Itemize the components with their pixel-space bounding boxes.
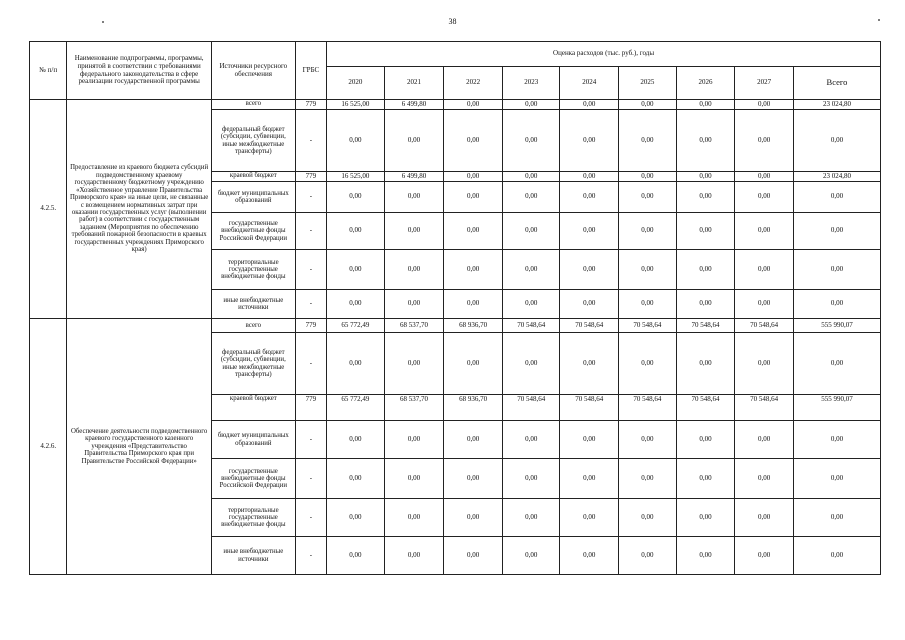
grbs-code: - xyxy=(295,459,326,499)
year-value: 0,00 xyxy=(619,333,677,395)
funding-source: государственные внебюджетные фонды Российской Федерации xyxy=(211,213,295,250)
year-value: 0,00 xyxy=(502,100,560,110)
year-value: 0,00 xyxy=(735,182,794,213)
year-value: 0,00 xyxy=(735,537,794,575)
year-value: 0,00 xyxy=(676,499,735,537)
year-value: 0,00 xyxy=(327,421,385,459)
funding-source: федеральный бюджет (субсидии, субвенции, иные межбюджетные трансферты) xyxy=(211,333,295,395)
year-value: 0,00 xyxy=(560,537,619,575)
year-value: 0,00 xyxy=(502,250,560,290)
year-value: 0,00 xyxy=(735,459,794,499)
year-value: 0,00 xyxy=(735,100,794,110)
row-total: 555 990,07 xyxy=(793,319,880,333)
funding-source: территориальные государственные внебюджетные фонды xyxy=(211,250,295,290)
row-total: 23 024,80 xyxy=(793,172,880,182)
year-value: 0,00 xyxy=(619,537,677,575)
year-value: 70 548,64 xyxy=(676,319,735,333)
grbs-code: - xyxy=(295,333,326,395)
year-value: 0,00 xyxy=(676,537,735,575)
year-value: 0,00 xyxy=(444,333,503,395)
year-value: 0,00 xyxy=(619,172,677,182)
header-grbs: ГРБС xyxy=(295,42,326,100)
year-value: 0,00 xyxy=(560,333,619,395)
year-value: 0,00 xyxy=(619,182,677,213)
year-value: 0,00 xyxy=(444,421,503,459)
year-value: 70 548,64 xyxy=(735,395,794,421)
year-value: 0,00 xyxy=(676,333,735,395)
row-total: 0,00 xyxy=(793,182,880,213)
program-name: Обеспечение деятельности подведомственного краевого государственного казенного учреждения «Представительство Правительства Приморского края при Правительстве Российской Федерации» xyxy=(67,319,212,575)
funding-source: государственные внебюджетные фонды Российской Федерации xyxy=(211,459,295,499)
year-value: 16 525,00 xyxy=(327,100,385,110)
year-value: 0,00 xyxy=(384,290,444,319)
year-value: 0,00 xyxy=(560,421,619,459)
row-total: 0,00 xyxy=(793,333,880,395)
year-value: 68 537,70 xyxy=(384,395,444,421)
year-value: 0,00 xyxy=(560,172,619,182)
year-value: 70 548,64 xyxy=(502,395,560,421)
header-year: 2020 xyxy=(327,67,385,100)
year-value: 0,00 xyxy=(327,499,385,537)
header-index: № п/п xyxy=(30,42,67,100)
year-value: 0,00 xyxy=(444,172,503,182)
header-estimate: Оценка расходов (тыс. руб.), годы xyxy=(327,42,881,67)
year-value: 0,00 xyxy=(384,110,444,172)
row-total: 23 024,80 xyxy=(793,100,880,110)
year-value: 65 772,49 xyxy=(327,319,385,333)
header-year: 2026 xyxy=(676,67,735,100)
year-value: 0,00 xyxy=(619,213,677,250)
year-value: 0,00 xyxy=(444,100,503,110)
row-index: 4.2.6. xyxy=(30,319,67,575)
grbs-code: - xyxy=(295,213,326,250)
year-value: 0,00 xyxy=(619,110,677,172)
year-value: 0,00 xyxy=(619,250,677,290)
year-value: 0,00 xyxy=(502,499,560,537)
year-value: 65 772,49 xyxy=(327,395,385,421)
header-year: 2027 xyxy=(735,67,794,100)
year-value: 0,00 xyxy=(560,499,619,537)
funding-source: бюджет муниципальных образований xyxy=(211,182,295,213)
funding-source: территориальные государственные внебюджетные фонды xyxy=(211,499,295,537)
year-value: 0,00 xyxy=(735,421,794,459)
year-value: 0,00 xyxy=(560,182,619,213)
year-value: 0,00 xyxy=(676,421,735,459)
year-value: 0,00 xyxy=(735,110,794,172)
year-value: 0,00 xyxy=(502,213,560,250)
year-value: 0,00 xyxy=(560,213,619,250)
funding-source: бюджет муниципальных образований xyxy=(211,421,295,459)
funding-source: краевой бюджет xyxy=(211,172,295,182)
header-year: 2023 xyxy=(502,67,560,100)
year-value: 0,00 xyxy=(444,459,503,499)
year-value: 0,00 xyxy=(444,250,503,290)
year-value: 0,00 xyxy=(735,499,794,537)
row-total: 0,00 xyxy=(793,213,880,250)
year-value: 0,00 xyxy=(327,537,385,575)
funding-source: иные внебюджетные источники xyxy=(211,290,295,319)
year-value: 68 537,70 xyxy=(384,319,444,333)
grbs-code: 779 xyxy=(295,172,326,182)
header-year: 2024 xyxy=(560,67,619,100)
expenditure-table xyxy=(29,41,881,575)
year-value: 0,00 xyxy=(676,290,735,319)
year-value: 70 548,64 xyxy=(619,395,677,421)
funding-source: федеральный бюджет (субсидии, субвенции, иные межбюджетные трансферты) xyxy=(211,110,295,172)
year-value: 0,00 xyxy=(676,459,735,499)
grbs-code: - xyxy=(295,499,326,537)
header-year: 2025 xyxy=(619,67,677,100)
grbs-code: 779 xyxy=(295,100,326,110)
scan-speck xyxy=(102,21,104,23)
year-value: 0,00 xyxy=(384,213,444,250)
row-total: 0,00 xyxy=(793,459,880,499)
year-value: 0,00 xyxy=(735,290,794,319)
year-value: 0,00 xyxy=(444,499,503,537)
row-total: 0,00 xyxy=(793,499,880,537)
header-total: Всего xyxy=(793,67,880,100)
header-year: 2021 xyxy=(384,67,444,100)
grbs-code: 779 xyxy=(295,395,326,421)
grbs-code: - xyxy=(295,421,326,459)
grbs-code: - xyxy=(295,290,326,319)
year-value: 0,00 xyxy=(327,182,385,213)
year-value: 0,00 xyxy=(384,499,444,537)
year-value: 0,00 xyxy=(676,213,735,250)
funding-source: всего xyxy=(211,100,295,110)
funding-source: всего xyxy=(211,319,295,333)
year-value: 0,00 xyxy=(502,290,560,319)
year-value: 70 548,64 xyxy=(735,319,794,333)
year-value: 0,00 xyxy=(619,290,677,319)
program-name: Предоставление из краевого бюджета субсидий подведомственному краевому государственному бюджетному учреждению «Хозяйственное управление Правительства Приморского края» на иные цели, не связанные с возмещением нормативных затрат при оказании государственных услуг (выполнении работ) в соответствии с государственным заданием (Мероприятия по обеспечению требований пожарной безопасности в краевых государственных учреждениях Приморского края) xyxy=(67,100,212,319)
header-year: 2022 xyxy=(444,67,503,100)
year-value: 0,00 xyxy=(327,213,385,250)
year-value: 70 548,64 xyxy=(560,319,619,333)
year-value: 0,00 xyxy=(735,333,794,395)
year-value: 0,00 xyxy=(444,537,503,575)
row-total: 555 990,07 xyxy=(793,395,880,421)
year-value: 0,00 xyxy=(502,459,560,499)
row-total: 0,00 xyxy=(793,250,880,290)
year-value: 0,00 xyxy=(619,421,677,459)
row-total: 0,00 xyxy=(793,290,880,319)
year-value: 0,00 xyxy=(444,182,503,213)
year-value: 70 548,64 xyxy=(560,395,619,421)
year-value: 70 548,64 xyxy=(676,395,735,421)
year-value: 0,00 xyxy=(444,213,503,250)
year-value: 0,00 xyxy=(502,333,560,395)
row-index: 4.2.5. xyxy=(30,100,67,319)
year-value: 0,00 xyxy=(444,110,503,172)
year-value: 0,00 xyxy=(619,499,677,537)
header-name: Наименование подпрограммы, программы, принятой в соответствии с требованиями федерального законодательства в сфере реализации государственной программы xyxy=(67,42,212,100)
grbs-code: - xyxy=(295,182,326,213)
year-value: 0,00 xyxy=(502,110,560,172)
year-value: 0,00 xyxy=(327,459,385,499)
year-value: 0,00 xyxy=(502,421,560,459)
year-value: 0,00 xyxy=(384,333,444,395)
year-value: 0,00 xyxy=(502,537,560,575)
year-value: 68 936,70 xyxy=(444,319,503,333)
year-value: 0,00 xyxy=(384,459,444,499)
year-value: 0,00 xyxy=(676,172,735,182)
funding-source: иные внебюджетные источники xyxy=(211,537,295,575)
year-value: 0,00 xyxy=(560,110,619,172)
year-value: 0,00 xyxy=(384,182,444,213)
table-row xyxy=(30,100,881,110)
year-value: 0,00 xyxy=(560,459,619,499)
year-value: 0,00 xyxy=(619,459,677,499)
page-number: 38 xyxy=(448,17,457,26)
year-value: 0,00 xyxy=(444,290,503,319)
year-value: 0,00 xyxy=(327,333,385,395)
row-total: 0,00 xyxy=(793,110,880,172)
grbs-code: 779 xyxy=(295,319,326,333)
row-total: 0,00 xyxy=(793,421,880,459)
year-value: 0,00 xyxy=(676,110,735,172)
year-value: 0,00 xyxy=(560,100,619,110)
year-value: 70 548,64 xyxy=(619,319,677,333)
year-value: 0,00 xyxy=(676,100,735,110)
header-source: Источники ресурсного обеспечения xyxy=(211,42,295,100)
year-value: 6 499,80 xyxy=(384,172,444,182)
funding-source: краевой бюджет xyxy=(211,395,295,421)
table-row xyxy=(30,319,881,333)
year-value: 0,00 xyxy=(327,110,385,172)
row-total: 0,00 xyxy=(793,537,880,575)
year-value: 0,00 xyxy=(502,172,560,182)
year-value: 0,00 xyxy=(735,213,794,250)
year-value: 0,00 xyxy=(735,250,794,290)
year-value: 0,00 xyxy=(676,250,735,290)
grbs-code: - xyxy=(295,250,326,290)
year-value: 0,00 xyxy=(502,182,560,213)
year-value: 68 936,70 xyxy=(444,395,503,421)
grbs-code: - xyxy=(295,537,326,575)
year-value: 0,00 xyxy=(676,182,735,213)
year-value: 0,00 xyxy=(384,421,444,459)
year-value: 0,00 xyxy=(560,250,619,290)
year-value: 0,00 xyxy=(327,290,385,319)
year-value: 0,00 xyxy=(327,250,385,290)
scan-speck xyxy=(878,19,880,21)
table-body xyxy=(30,100,881,575)
year-value: 16 525,00 xyxy=(327,172,385,182)
year-value: 0,00 xyxy=(384,250,444,290)
year-value: 0,00 xyxy=(735,172,794,182)
year-value: 70 548,64 xyxy=(502,319,560,333)
grbs-code: - xyxy=(295,110,326,172)
year-value: 0,00 xyxy=(560,290,619,319)
year-value: 6 499,80 xyxy=(384,100,444,110)
year-value: 0,00 xyxy=(384,537,444,575)
year-value: 0,00 xyxy=(619,100,677,110)
